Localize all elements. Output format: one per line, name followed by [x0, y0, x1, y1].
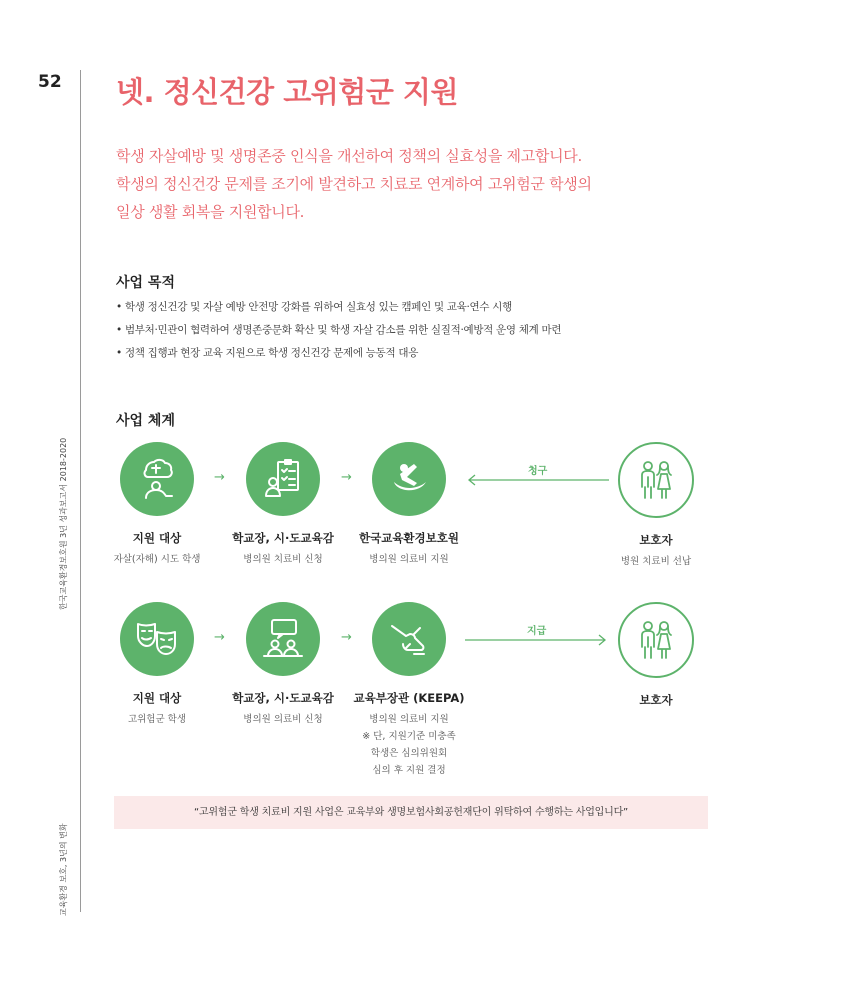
side-report-title: 한국교육환경보호원 3년 성과보고서 2018-2020	[59, 437, 68, 610]
node-label: 지원 대상	[132, 691, 182, 705]
node-label: 학교장, 시·도교육감	[232, 531, 334, 545]
node-sub: 자살(자해) 시도 학생	[113, 554, 201, 565]
node-sub	[329, 711, 489, 779]
arrow-label-claim: 청구	[528, 466, 548, 477]
meeting-icon	[246, 602, 320, 676]
guardians-icon	[618, 602, 694, 678]
counseling-icon	[120, 442, 194, 516]
node-sub-line: ※ 단, 지원기준 미충족	[362, 731, 456, 742]
lead-line: 학생 자살예방 및 생명존중 인식을 개선하여 정책의 실효성을 제고합니다.	[116, 147, 582, 165]
lead-line: 일상 생활 회복을 지원합니다.	[116, 203, 305, 221]
side-chapter-title: 교육환경 보호, 3년의 변화	[59, 823, 68, 916]
theater-masks-icon	[120, 602, 194, 676]
node-sub: 고위험군 학생	[127, 714, 187, 725]
node-label: 보호자	[639, 693, 673, 707]
node-guardian-1	[576, 442, 736, 570]
node-label: 교육부장관 (KEEPA)	[353, 691, 465, 705]
guardians-icon	[618, 442, 694, 518]
arrow-right-icon: →	[341, 630, 352, 645]
arrow-right-icon: →	[214, 630, 225, 645]
node-sub-line: 심의 후 지원 결정	[372, 765, 446, 776]
page-number: 52	[38, 72, 62, 92]
list-item: • 정책 집행과 현장 교육 지원으로 학생 정신건강 문제에 능동적 대응	[116, 342, 561, 365]
node-guardian-2	[576, 602, 736, 708]
checklist-icon	[246, 442, 320, 516]
node-sub-line: 병의원 의료비 지원	[369, 714, 449, 725]
hand-icon	[372, 602, 446, 676]
purpose-heading: 사업 목적	[116, 275, 175, 291]
system-heading: 사업 체계	[116, 413, 175, 429]
note-box: “고위험군 학생 치료비 지원 사업은 교육부와 생명보험사회공헌재단이 위탁하여 수행하는 사업입니다”	[114, 796, 708, 829]
keep-logo-icon	[372, 442, 446, 516]
list-item: • 학생 정신건강 및 자살 예방 안전망 강화를 위하여 실효성 있는 캠페인 및 교육·연수 시행	[116, 296, 561, 319]
page-title: 넷. 정신건강 고위험군 지원	[116, 75, 458, 109]
node-keepa-1	[329, 442, 489, 568]
node-label: 보호자	[639, 533, 673, 547]
arrow-right-icon: →	[341, 470, 352, 485]
node-label: 지원 대상	[132, 531, 182, 545]
lead-paragraph	[116, 142, 736, 226]
list-item: • 범부처·민관이 협력하여 생명존중문화 확산 및 학생 자살 감소를 위한 실질적·예방적 운영 체계 마련	[116, 319, 561, 342]
node-keepa-2	[329, 602, 489, 779]
arrow-right-icon: →	[214, 470, 225, 485]
purpose-list	[116, 296, 561, 365]
node-sub: 병의원 의료비 신청	[243, 714, 323, 725]
arrow-label-pay: 지급	[527, 626, 547, 637]
node-label: 학교장, 시·도교육감	[232, 691, 334, 705]
node-sub: 병의원 치료비 신청	[243, 554, 323, 565]
node-sub-line: 학생은 심의위원회	[370, 748, 448, 759]
node-label: 한국교육환경보호원	[359, 531, 459, 545]
lead-line: 학생의 정신건강 문제를 조기에 발견하고 치료로 연계하여 고위험군 학생의	[116, 175, 592, 193]
node-sub: 병의원 의료비 지원	[369, 554, 449, 565]
node-sub: 병원 치료비 선납	[620, 556, 692, 567]
